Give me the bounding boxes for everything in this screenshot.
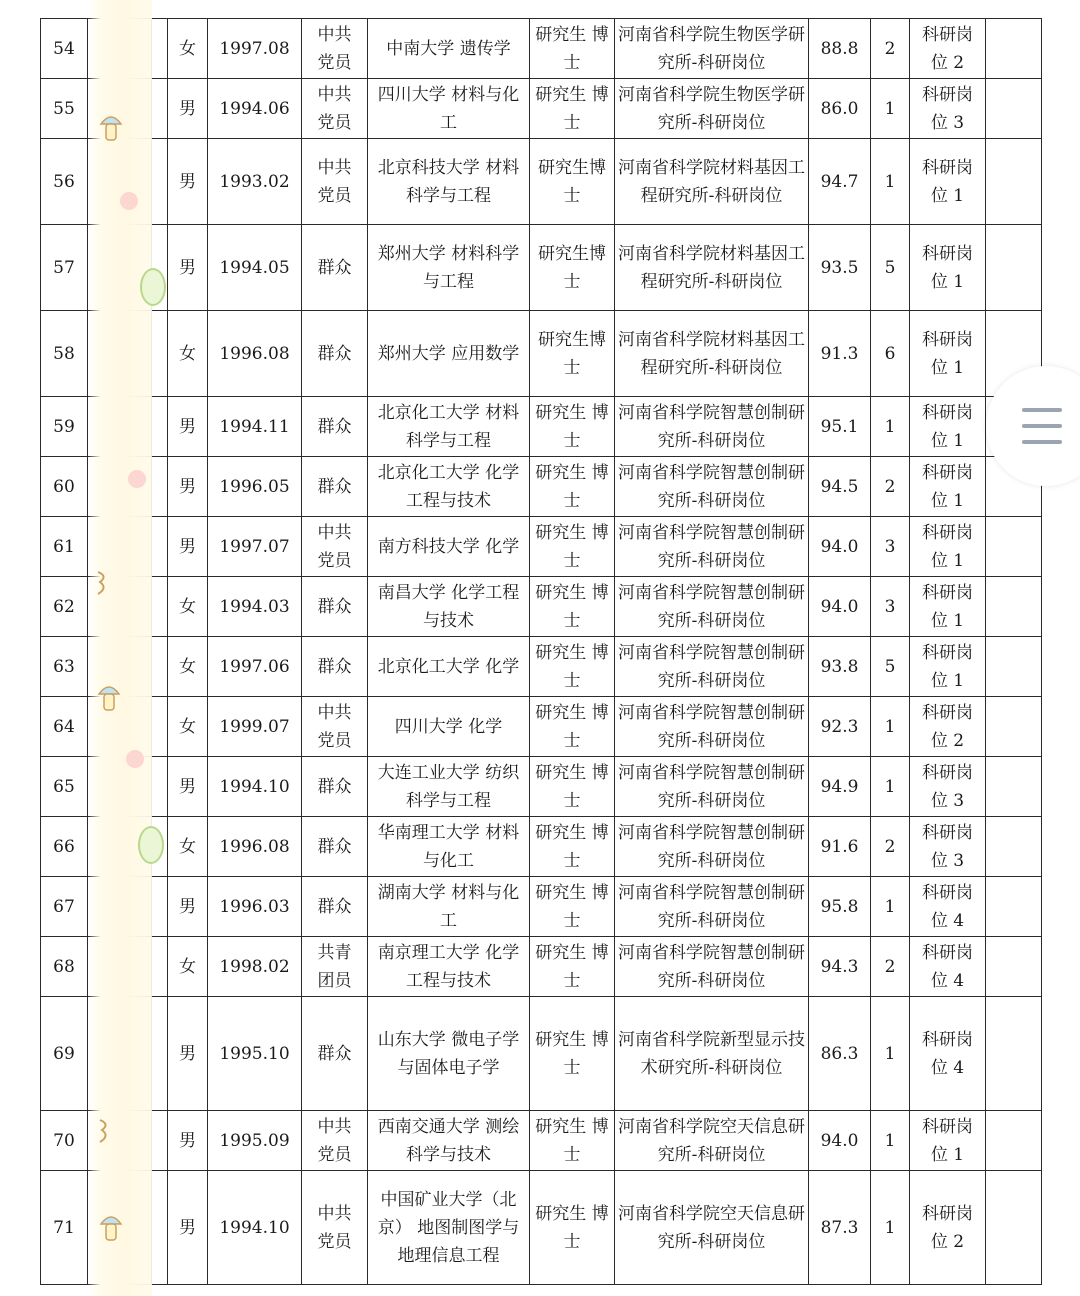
employer-position-cell: 河南省科学院材料基因工程研究所-科研岗位 [615,311,809,397]
score-cell: 94.0 [809,1111,871,1171]
degree-cell: 研究生 博士 [530,1111,615,1171]
birth-date-cell: 1996.03 [208,877,302,937]
birth-date-cell: 1995.09 [208,1111,302,1171]
gender-cell: 男 [168,997,208,1111]
political-status-cell: 中共 党员 [302,1171,368,1285]
remarks-cell [986,517,1042,577]
employer-position-cell: 河南省科学院材料基因工程研究所-科研岗位 [615,139,809,225]
employer-position-cell: 河南省科学院智慧创制研究所-科研岗位 [615,937,809,997]
school-major-cell: 北京化工大学 化学 [368,637,530,697]
table-row [41,1111,1042,1171]
degree-cell: 研究生博士 [530,311,615,397]
name-cell-masked [152,937,168,997]
birth-date-cell: 1996.05 [208,457,302,517]
school-major-cell: 南方科技大学 化学 [368,517,530,577]
row-number: 67 [41,877,88,937]
mushroom-sticker-icon [98,1210,124,1244]
birth-date-cell: 1994.10 [208,757,302,817]
row-number: 66 [41,817,88,877]
school-major-cell: 湖南大学 材料与化工 [368,877,530,937]
rank-cell: 1 [871,697,910,757]
rank-cell: 5 [871,637,910,697]
row-number: 61 [41,517,88,577]
rank-cell: 1 [871,1171,910,1285]
table-row [41,817,1042,877]
remarks-cell [986,997,1042,1111]
post-cell: 科研岗 位 1 [910,397,986,457]
post-cell: 科研岗 位 2 [910,1171,986,1285]
name-cell-masked [152,311,168,397]
score-cell: 93.5 [809,225,871,311]
post-cell: 科研岗 位 1 [910,225,986,311]
gender-cell: 女 [168,311,208,397]
birth-date-cell: 1994.11 [208,397,302,457]
political-status-cell: 群众 [302,757,368,817]
row-number: 63 [41,637,88,697]
row-number: 68 [41,937,88,997]
school-major-cell: 山东大学 微电子学与固体电子学 [368,997,530,1111]
political-status-cell: 群众 [302,457,368,517]
row-number: 57 [41,225,88,311]
score-cell: 87.3 [809,1171,871,1285]
bean-sticker-icon [140,268,166,306]
degree-cell: 研究生 博士 [530,877,615,937]
row-number: 54 [41,19,88,79]
birth-date-cell: 1996.08 [208,311,302,397]
political-status-cell: 群众 [302,817,368,877]
remarks-cell [986,1171,1042,1285]
hamburger-menu-icon-bar [1022,424,1062,428]
table-row [41,457,1042,517]
degree-cell: 研究生 博士 [530,637,615,697]
school-major-cell: 西南交通大学 测绘科学与技术 [368,1111,530,1171]
remarks-cell [986,817,1042,877]
table-row [41,577,1042,637]
mushroom-sticker-icon [96,680,122,714]
degree-cell: 研究生博士 [530,139,615,225]
birth-date-cell: 1997.07 [208,517,302,577]
gender-cell: 男 [168,139,208,225]
table-row [41,757,1042,817]
rank-cell: 1 [871,997,910,1111]
name-cell-masked [152,1171,168,1285]
remarks-cell [986,577,1042,637]
employer-position-cell: 河南省科学院智慧创制研究所-科研岗位 [615,877,809,937]
score-cell: 91.3 [809,311,871,397]
name-cell-masked [152,517,168,577]
name-cell-masked [152,577,168,637]
rank-cell: 1 [871,877,910,937]
row-number: 59 [41,397,88,457]
political-status-cell: 共青 团员 [302,937,368,997]
gender-cell: 男 [168,397,208,457]
degree-cell: 研究生 博士 [530,517,615,577]
gender-cell: 女 [168,637,208,697]
employer-position-cell: 河南省科学院空天信息研究所-科研岗位 [615,1111,809,1171]
table-row [41,79,1042,139]
post-cell: 科研岗 位 3 [910,757,986,817]
post-cell: 科研岗 位 4 [910,937,986,997]
school-major-cell: 中南大学 遗传学 [368,19,530,79]
employer-position-cell: 河南省科学院智慧创制研究所-科研岗位 [615,637,809,697]
political-status-cell: 群众 [302,577,368,637]
name-cell-masked [152,877,168,937]
row-number: 58 [41,311,88,397]
table-row [41,1171,1042,1285]
political-status-cell: 中共 党员 [302,1111,368,1171]
score-cell: 94.7 [809,139,871,225]
employer-position-cell: 河南省科学院智慧创制研究所-科研岗位 [615,517,809,577]
post-cell: 科研岗 位 1 [910,577,986,637]
row-number: 65 [41,757,88,817]
school-major-cell: 北京化工大学 材料科学与工程 [368,397,530,457]
name-cell-masked [152,397,168,457]
post-cell: 科研岗 位 3 [910,79,986,139]
post-cell: 科研岗 位 2 [910,19,986,79]
remarks-cell [986,637,1042,697]
gender-cell: 女 [168,937,208,997]
school-major-cell: 南京理工大学 化学工程与技术 [368,937,530,997]
gender-cell: 女 [168,19,208,79]
rank-cell: 5 [871,225,910,311]
rank-cell: 1 [871,139,910,225]
employer-position-cell: 河南省科学院新型显示技术研究所-科研岗位 [615,997,809,1111]
row-number: 56 [41,139,88,225]
row-number: 62 [41,577,88,637]
rank-cell: 2 [871,457,910,517]
table-row [41,697,1042,757]
birth-date-cell: 1995.10 [208,997,302,1111]
employer-position-cell: 河南省科学院智慧创制研究所-科研岗位 [615,577,809,637]
name-cell-masked [152,997,168,1111]
gender-cell: 男 [168,517,208,577]
degree-cell: 研究生 博士 [530,397,615,457]
score-cell: 95.8 [809,877,871,937]
score-cell: 94.9 [809,757,871,817]
post-cell: 科研岗 位 4 [910,997,986,1111]
name-cell-masked [152,19,168,79]
school-major-cell: 北京化工大学 化学工程与技术 [368,457,530,517]
name-cell-masked [152,79,168,139]
birth-date-cell: 1993.02 [208,139,302,225]
post-cell: 科研岗 位 1 [910,517,986,577]
rank-cell: 3 [871,577,910,637]
dot-sticker-icon [120,192,138,210]
hook-sticker-icon [94,570,110,596]
gender-cell: 男 [168,1111,208,1171]
degree-cell: 研究生 博士 [530,697,615,757]
post-cell: 科研岗 位 4 [910,877,986,937]
degree-cell: 研究生博士 [530,225,615,311]
table-row [41,225,1042,311]
row-number: 70 [41,1111,88,1171]
rank-cell: 1 [871,1111,910,1171]
political-status-cell: 中共 党员 [302,697,368,757]
birth-date-cell: 1994.03 [208,577,302,637]
political-status-cell: 群众 [302,997,368,1111]
degree-cell: 研究生 博士 [530,19,615,79]
remarks-cell [986,757,1042,817]
sticker-strip-overlay [88,0,152,1296]
rank-cell: 1 [871,757,910,817]
birth-date-cell: 1994.05 [208,225,302,311]
hamburger-menu-icon-bar [1022,440,1062,444]
employer-position-cell: 河南省科学院生物医学研究所-科研岗位 [615,79,809,139]
name-cell-masked [152,637,168,697]
remarks-cell [986,225,1042,311]
hamburger-menu-icon [1022,408,1062,412]
gender-cell: 男 [168,457,208,517]
remarks-cell [986,139,1042,225]
political-status-cell: 中共 党员 [302,139,368,225]
employer-position-cell: 河南省科学院智慧创制研究所-科研岗位 [615,457,809,517]
table-row [41,311,1042,397]
employer-position-cell: 河南省科学院智慧创制研究所-科研岗位 [615,817,809,877]
hook-sticker-icon [96,1118,112,1144]
bean-sticker-icon [138,826,164,864]
row-number: 55 [41,79,88,139]
remarks-cell [986,937,1042,997]
school-major-cell: 郑州大学 材料科学与工程 [368,225,530,311]
birth-date-cell: 1997.08 [208,19,302,79]
school-major-cell: 中国矿业大学（北京） 地图制图学与地理信息工程 [368,1171,530,1285]
political-status-cell: 中共 党员 [302,79,368,139]
political-status-cell: 群众 [302,311,368,397]
post-cell: 科研岗 位 1 [910,1111,986,1171]
row-number: 69 [41,997,88,1111]
employer-position-cell: 河南省科学院智慧创制研究所-科研岗位 [615,697,809,757]
employer-position-cell: 河南省科学院智慧创制研究所-科研岗位 [615,397,809,457]
birth-date-cell: 1999.07 [208,697,302,757]
table-row [41,139,1042,225]
score-cell: 94.5 [809,457,871,517]
political-status-cell: 群众 [302,637,368,697]
political-status-cell: 中共 党员 [302,19,368,79]
degree-cell: 研究生 博士 [530,577,615,637]
remarks-cell [986,79,1042,139]
rank-cell: 1 [871,79,910,139]
rank-cell: 2 [871,817,910,877]
rank-cell: 2 [871,19,910,79]
table-row [41,397,1042,457]
school-major-cell: 南昌大学 化学工程与技术 [368,577,530,637]
score-cell: 94.0 [809,577,871,637]
table-row [41,637,1042,697]
score-cell: 93.8 [809,637,871,697]
school-major-cell: 北京科技大学 材料科学与工程 [368,139,530,225]
school-major-cell: 郑州大学 应用数学 [368,311,530,397]
employer-position-cell: 河南省科学院材料基因工程研究所-科研岗位 [615,225,809,311]
table-row [41,877,1042,937]
dot-sticker-icon [126,750,144,768]
score-cell: 92.3 [809,697,871,757]
gender-cell: 女 [168,697,208,757]
political-status-cell: 群众 [302,877,368,937]
gender-cell: 男 [168,877,208,937]
rank-cell: 1 [871,397,910,457]
post-cell: 科研岗 位 2 [910,697,986,757]
school-major-cell: 四川大学 化学 [368,697,530,757]
name-cell-masked [152,1111,168,1171]
employer-position-cell: 河南省科学院生物医学研究所-科研岗位 [615,19,809,79]
birth-date-cell: 1998.02 [208,937,302,997]
employer-position-cell: 河南省科学院智慧创制研究所-科研岗位 [615,757,809,817]
dot-sticker-icon [128,470,146,488]
birth-date-cell: 1994.10 [208,1171,302,1285]
row-number: 64 [41,697,88,757]
post-cell: 科研岗 位 3 [910,817,986,877]
political-status-cell: 中共 党员 [302,517,368,577]
score-cell: 88.8 [809,19,871,79]
score-cell: 91.6 [809,817,871,877]
row-number: 71 [41,1171,88,1285]
post-cell: 科研岗 位 1 [910,637,986,697]
school-major-cell: 四川大学 材料与化工 [368,79,530,139]
degree-cell: 研究生 博士 [530,757,615,817]
table-row [41,517,1042,577]
degree-cell: 研究生 博士 [530,817,615,877]
score-cell: 86.3 [809,997,871,1111]
name-cell-masked [152,457,168,517]
political-status-cell: 群众 [302,225,368,311]
rank-cell: 6 [871,311,910,397]
name-cell-masked [152,697,168,757]
degree-cell: 研究生 博士 [530,937,615,997]
table-row [41,997,1042,1111]
gender-cell: 男 [168,225,208,311]
degree-cell: 研究生 博士 [530,1171,615,1285]
school-major-cell: 大连工业大学 纺织科学与工程 [368,757,530,817]
post-cell: 科研岗 位 1 [910,311,986,397]
candidate-roster-table [40,18,1042,1285]
gender-cell: 女 [168,577,208,637]
gender-cell: 女 [168,817,208,877]
remarks-cell [986,877,1042,937]
name-cell-masked [152,139,168,225]
remarks-cell [986,1111,1042,1171]
post-cell: 科研岗 位 1 [910,457,986,517]
gender-cell: 男 [168,757,208,817]
score-cell: 95.1 [809,397,871,457]
score-cell: 94.3 [809,937,871,997]
political-status-cell: 群众 [302,397,368,457]
name-cell-masked [152,757,168,817]
gender-cell: 男 [168,1171,208,1285]
degree-cell: 研究生 博士 [530,79,615,139]
gender-cell: 男 [168,79,208,139]
birth-date-cell: 1996.08 [208,817,302,877]
school-major-cell: 华南理工大学 材料与化工 [368,817,530,877]
table-row [41,19,1042,79]
birth-date-cell: 1997.06 [208,637,302,697]
score-cell: 94.0 [809,517,871,577]
row-number: 60 [41,457,88,517]
score-cell: 86.0 [809,79,871,139]
mushroom-sticker-icon [98,110,124,144]
post-cell: 科研岗 位 1 [910,139,986,225]
rank-cell: 3 [871,517,910,577]
degree-cell: 研究生 博士 [530,997,615,1111]
birth-date-cell: 1994.06 [208,79,302,139]
remarks-cell [986,697,1042,757]
remarks-cell [986,19,1042,79]
degree-cell: 研究生 博士 [530,457,615,517]
rank-cell: 2 [871,937,910,997]
employer-position-cell: 河南省科学院空天信息研究所-科研岗位 [615,1171,809,1285]
table-row [41,937,1042,997]
